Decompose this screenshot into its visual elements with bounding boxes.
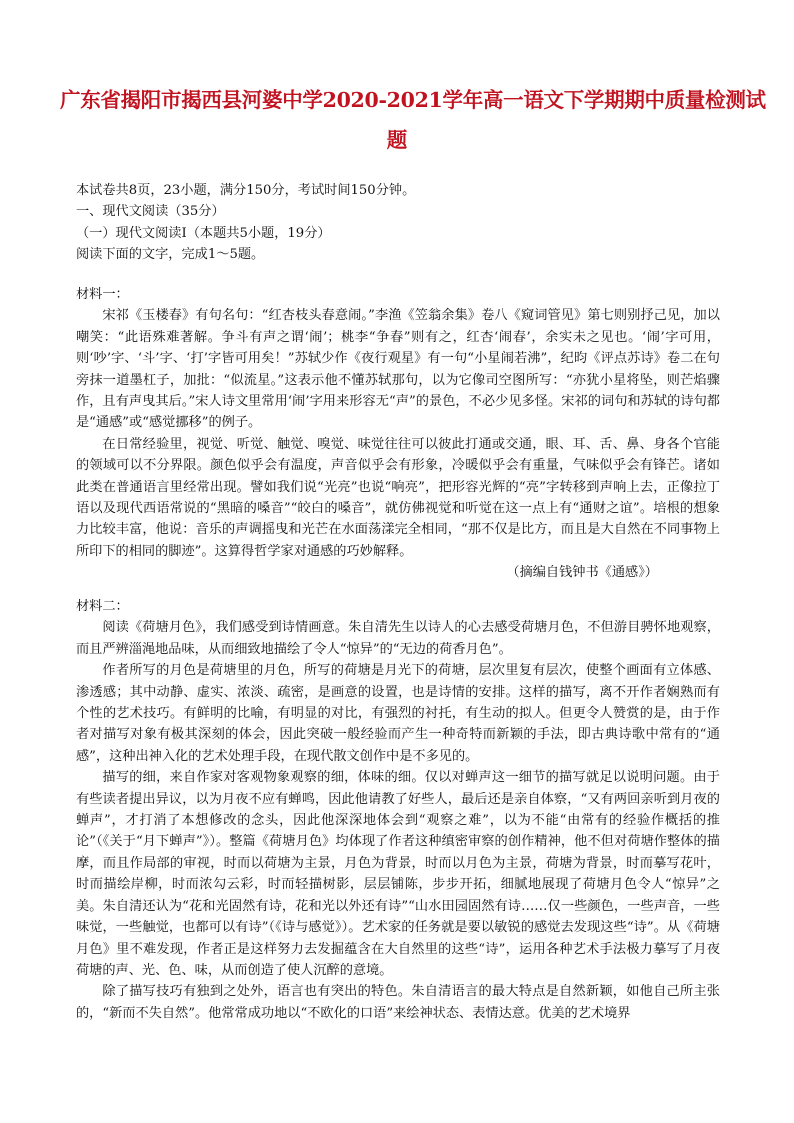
material-one-attribution: （摘编自钱钟书《通感》） bbox=[506, 565, 658, 581]
material-one-paragraph: 在日常经验里，视觉、听觉、触觉、嗅觉、味觉往往可以彼此打通或交通，眼、耳、舌、鼻、身各个官能的领域可以不分界限。颜色似乎会有温度，声音似乎会有形象，冷暖似乎会有重量，气味似乎会有锋芒。诸如此类在普通语言里经常出现。譬如我们说“光亮”也说“响亮”，把形容光辉的“亮”字转移到声响上去，正像拉丁语以及现代西语常说的“黑暗的嗓音”“皎白的嗓音”，就仿佛视觉和听觉在这一点上有“通财之谊”。培根的想象力比较丰富，他说：音乐的声调摇曳和光芒在水面荡漾完全相同，“那不仅是比方，而且是大自然在不同事物上所印下的相同的脚迹”。这算得哲学家对通感的巧妙解释。 bbox=[76, 436, 720, 559]
document-title: 广东省揭阳市揭西县河婆中学2020-2021学年高一语文下学期期中质量检测试 bbox=[60, 88, 766, 112]
material-two-heading: 材料二： bbox=[76, 599, 129, 614]
subsection-heading: （一）现代文阅读Ⅰ（本题共5小题，19分） bbox=[76, 225, 331, 241]
material-one-paragraph: 宋祁《玉楼春》有句名句：“红杏枝头春意闹。”李渔《笠翁余集》卷八《窥词管见》第七则别抒己见，加以嘲笑：“此语殊难著解。争斗有声之谓‘闹’；桃李“争春”则有之，红杏‘闹春’，余实未之见也。‘闹’字可用，则‘吵’字、‘斗’字、‘打’字皆可用矣！”苏轼少作《夜行观星》有一句“小星闹若沸”，纪昀《评点苏诗》卷二在句旁抹一道墨杠子，加批：“似流星。”这表示他不懂苏轼那句，以为它像司空图所写：“亦犹小星将坠，则芒焰骤作，且有声曳其后。”宋人诗文里常用‘闹’字用来形容无“声”的景色，不必少见多怪。宋祁的词句和苏轼的诗句都是“通感”或“感觉挪移”的例子。 bbox=[76, 308, 720, 431]
material-two-paragraph: 阅读《荷塘月色》，我们感受到诗情画意。朱自清先生以诗人的心去感受荷塘月色，不但游目骋怀地观察，而且严辨淄渑地品味，从而细致地描绘了令人“惊异”的“无边的荷香月色”。 bbox=[76, 620, 720, 657]
material-two-paragraph: 作者所写的月色是荷塘里的月色，所写的荷塘是月光下的荷塘，层次里复有层次，使整个画面有立体感、渗透感；其中动静、虚实、浓淡、疏密，是画意的设置，也是诗情的安排。这样的描写，离不开作者娴熟而有个性的艺术技巧。有鲜明的比喻，有明显的对比，有强烈的衬托，有生动的拟人。但更令人赞赏的是，由于作者对描写对象有极其深刻的体会，因此突破一般经验而产生一种奇特而新颖的手法，即古典诗歌中常有的“通感”，这种出神入化的艺术处理手段，在现代散文创作中是不多见的。 bbox=[76, 663, 720, 764]
material-one-heading: 材料一： bbox=[76, 287, 129, 302]
material-two-paragraph: 除了描写技巧有独到之处外，语言也有突出的特色。朱自清语言的最大特点是自然新颖，如他自己所主张的，“新而不失自然”。他常常成功地以“不欧化的口语”来绘神状态、表情达意。优美的艺术境界 bbox=[76, 984, 720, 1021]
exam-intro: 本试卷共8页，23小题，满分150分，考试时间150分钟。 bbox=[76, 183, 416, 198]
material-two-paragraph: 描写的细，来自作家对客观物象观察的细，体味的细。仅以对蝉声这一细节的描写就足以说明问题。由于有些读者提出异议，以为月夜不应有蝉鸣，因此他请教了好些人，最后还是亲自体察，“又有两回亲听到月夜的蝉声”，才打消了本想修改的念头，因此他深深地体会到“观察之难”，以为不能“由常有的经验作概括的推论”（《关于“月下蝉声”》）。整篇《荷塘月色》均体现了作者这种缜密审察的创作精神，他不但对荷塘作整体的描摩，而且作局部的审视，时而以荷塘为主景，月色为背景，时而以月色为主景，荷塘为背景，时而摹写花叶，时而描绘岸柳，时而浓勾云彩，时而轻描树影，层层铺陈，步步开拓，细腻地展现了荷塘月色令人“惊异”之美。朱自清还认为“花和光固然有诗，花和光以外还有诗”“山水田园固然有诗……仅一些颜色，一些声音，一些味觉，一些触觉，也都可以有诗”（《诗与感觉》）。艺术家的任务就是要以敏锐的感觉去发现这些“诗”。从《荷塘月色》里不难发现，作者正是这样努力去发掘蕴含在大自然里的这些“诗”，运用各种艺术手法极力摹写了月夜荷塘的声、光、色、味，从而创造了使人沉醉的意境。 bbox=[76, 770, 720, 978]
material-one bbox=[76, 284, 720, 584]
exam-info bbox=[76, 180, 720, 266]
reading-instruction: 阅读下面的文字，完成1～5题。 bbox=[76, 247, 265, 263]
material-two bbox=[76, 596, 720, 1024]
section-heading: 一、现代文阅读（35分） bbox=[76, 204, 225, 220]
document-title-continued: 题 bbox=[386, 128, 408, 152]
